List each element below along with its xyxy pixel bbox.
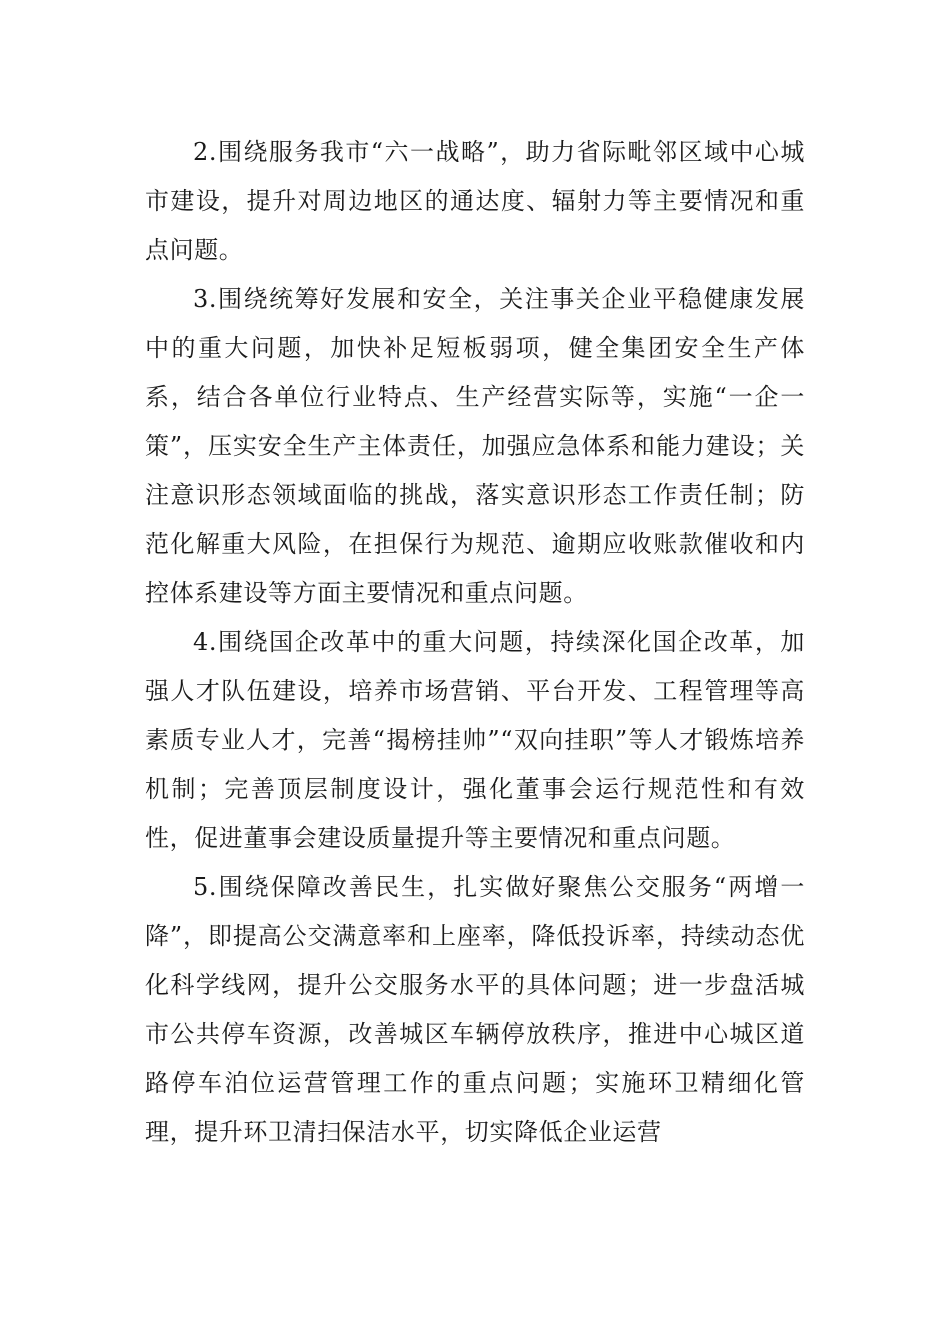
document-body — [145, 128, 805, 1157]
paragraph-item-4: 4.围绕国企改革中的重大问题，持续深化国企改革，加强人才队伍建设，培养市场营销、平台开发、工程管理等高素质专业人才，完善“揭榜挂帅”“双向挂职”等人才锻炼培养机制；完善顶层制度设计，强化董事会运行规范性和有效性，促进董事会建设质量提升等主要情况和重点问题。 — [145, 628, 805, 852]
paragraph-item-5: 5.围绕保障改善民生，扎实做好聚焦公交服务“两增一降”，即提高公交满意率和上座率，降低投诉率，持续动态优化科学线网，提升公交服务水平的具体问题；进一步盘活城市公共停车资源，改善城区车辆停放秩序，推进中心城区道路停车泊位运营管理工作的重点问题；实施环卫精细化管理，提升环卫清扫保洁水平，切实降低企业运营 — [145, 873, 805, 1146]
paragraph-item-3: 3.围绕统筹好发展和安全，关注事关企业平稳健康发展中的重大问题，加快补足短板弱项，健全集团安全生产体系，结合各单位行业特点、生产经营实际等，实施“一企一策”，压实安全生产主体责任，加强应急体系和能力建设；关注意识形态领域面临的挑战，落实意识形态工作责任制；防范化解重大风险，在担保行为规范、逾期应收账款催收和内控体系建设等方面主要情况和重点问题。 — [145, 285, 805, 607]
paragraph-item-2: 2.围绕服务我市“六一战略”，助力省际毗邻区域中心城市建设，提升对周边地区的通达度、辐射力等主要情况和重点问题。 — [145, 138, 805, 264]
